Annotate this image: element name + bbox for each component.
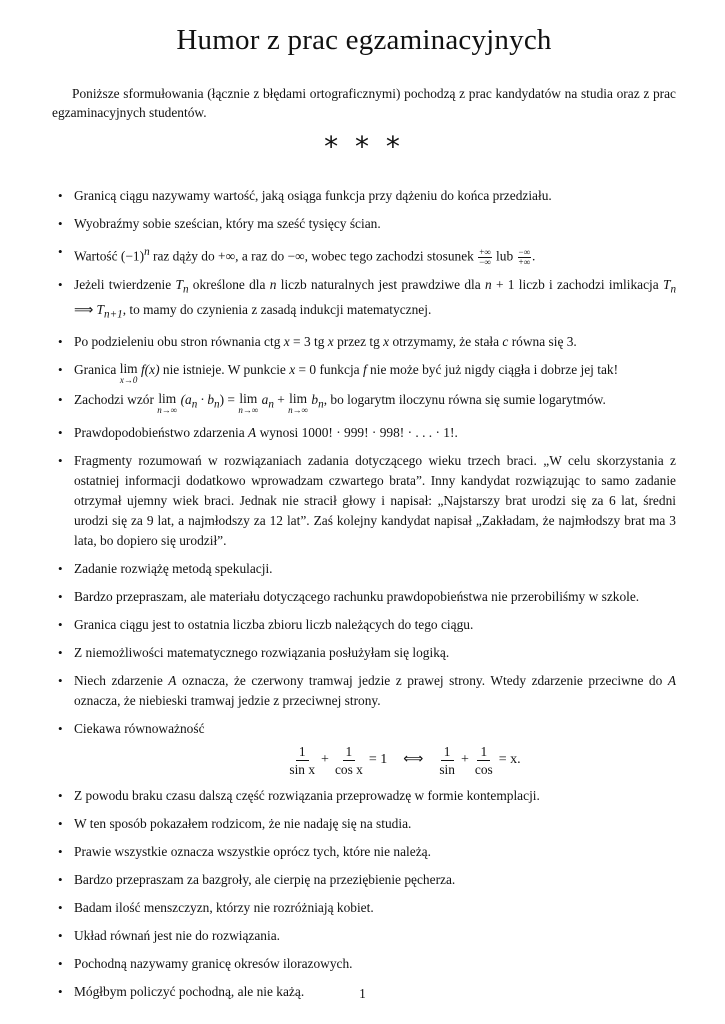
bullet-icon: •: [58, 983, 63, 999]
item-text: Zachodzi wzór: [74, 392, 158, 408]
implies-symbol: ⟹: [74, 301, 97, 317]
limit-operator: lim: [119, 361, 138, 377]
math-expression: = 1: [368, 752, 388, 768]
item-text: równa się 3.: [508, 334, 577, 350]
bullet-icon: •: [58, 787, 63, 803]
item-text: Z niemożliwości matematycznego rozwiązania posłużyłam się logiką.: [74, 644, 450, 660]
math-operator: +: [321, 752, 329, 768]
bullet-icon: •: [58, 588, 63, 604]
item-text: wynosi 1000! · 999! · 998! · . . . · 1!.: [256, 424, 458, 440]
bullet-icon: •: [58, 871, 63, 887]
item-text: Bardzo przepraszam za bazgroły, ale cierpię na przeziębienie pęcherza.: [74, 871, 456, 887]
list-item: [52, 242, 676, 267]
item-text: = 3 tg: [289, 334, 328, 350]
item-text: Granicą ciągu nazywamy wartość, jaką osiąga funkcja przy dążeniu do końca przedziału.: [74, 188, 552, 203]
item-text: Po podzieleniu obu stron równania ctg: [74, 334, 284, 350]
page-number: 1: [359, 986, 366, 1001]
fraction-numerator: 1: [441, 743, 454, 761]
math-fraction: [478, 248, 492, 267]
list-item: [52, 390, 676, 415]
limit-subscript: n→∞: [238, 405, 259, 416]
math-expression: · b: [197, 392, 215, 408]
list-item: [52, 870, 676, 890]
fraction-numerator: 1: [343, 743, 356, 761]
math-expression: a: [258, 392, 269, 408]
fraction-denominator: −∞: [479, 256, 491, 267]
bullet-icon: •: [58, 720, 63, 736]
math-fraction: [518, 248, 532, 267]
math-var: f: [362, 362, 367, 378]
list-item: [52, 719, 676, 778]
item-text: liczb naturalnych jest prawdziwe dla: [276, 276, 485, 292]
math-var: T: [662, 276, 671, 292]
bullet-icon: •: [58, 955, 63, 971]
list-item: [52, 786, 676, 806]
bullet-icon: •: [58, 927, 63, 943]
math-subscript: n: [182, 283, 189, 296]
bullet-icon: •: [58, 276, 63, 292]
list-item: [52, 214, 676, 234]
fraction-denominator: cos: [474, 761, 493, 777]
math-operator: +: [273, 392, 289, 408]
item-text: Z powodu braku czasu dalszą część rozwiązania przeprowadzę w formie kontemplacji.: [74, 787, 540, 803]
math-expression: f(x): [140, 362, 160, 378]
item-text: Bardzo przepraszam, ale materiału dotyczącego rachunku prawdopobieństwa nie przerobiliśmy w szkole.: [74, 588, 640, 604]
fraction-numerator: +∞: [479, 246, 491, 257]
limit-subscript: n→∞: [288, 405, 309, 416]
math-fraction: [335, 743, 363, 778]
item-text: określone dla: [188, 276, 270, 292]
list-item: [52, 671, 676, 711]
bullet-icon: •: [58, 334, 63, 350]
bullet-icon: •: [58, 616, 63, 632]
bullet-icon: •: [58, 815, 63, 831]
item-text: przez tg: [333, 334, 384, 350]
bullet-icon: •: [58, 424, 63, 440]
math-limit: [288, 393, 308, 415]
list-item: [52, 898, 676, 918]
item-text: Zadanie rozwiążę metodą spekulacji.: [74, 560, 273, 576]
math-var: n: [485, 276, 492, 292]
item-text: .: [532, 248, 536, 264]
document-title: Humor z prac egzaminacyjnych: [176, 24, 552, 56]
math-var: n: [269, 276, 277, 292]
item-text: raz dąży do +∞, a raz do −∞, wobec tego zachodzi stosunek: [149, 248, 478, 264]
list-item: [52, 954, 676, 974]
math-fraction: [289, 743, 315, 778]
fraction-numerator: −∞: [518, 246, 531, 257]
iff-symbol: ⟺: [403, 752, 424, 768]
fraction-denominator: sin x: [289, 761, 316, 777]
list-item: [52, 360, 676, 386]
item-text: , to mamy do czynienia z zasadą indukcji matematycznej.: [122, 301, 432, 317]
item-text: Fragmenty rozumowań w rozwiązaniach zadania dotyczącego wieku trzech braci. „W celu skorzystania z ostatniej informacji dodatkowo wprowadzam czwartego brata”. Inny kandydat rozwiązując to samo zadanie otrzymał ujemny wiek braci. Jednak nie stracił głowy i napisał: „Najstarszy brat urodzi się za 6 lat, średni urodzi się za 9 lat, a najmłodszy za 12 lat”. Zaś kolejny kandydat napisał „Zakładam, że najmłodszy brat ma 3 lata, bo dopiero się urodził”.: [74, 452, 676, 548]
bullet-icon: •: [58, 560, 63, 576]
math-expression: b: [308, 392, 319, 408]
bullet-icon: •: [58, 644, 63, 660]
math-subscript: n: [191, 398, 198, 411]
item-text: Prawie wszystkie oznacza wszystkie oprócz tych, które nie należą.: [74, 843, 431, 859]
list-item: [52, 814, 676, 834]
math-limit: [120, 363, 138, 385]
limit-operator: lim: [239, 391, 258, 407]
math-limit: [157, 393, 177, 415]
item-text: W ten sposób pokazałem rodzicom, że nie nadaję się na studia.: [74, 815, 412, 831]
fraction-numerator: 1: [296, 743, 309, 761]
math-var: A: [667, 672, 676, 688]
item-text: Układ równań jest nie do rozwiązania.: [74, 927, 280, 943]
list-item: [52, 615, 676, 635]
list-item: [52, 643, 676, 663]
math-var: T: [96, 301, 104, 317]
bullet-icon: •: [58, 392, 63, 408]
math-limit: [238, 393, 258, 415]
limit-subscript: n→∞: [157, 405, 178, 416]
math-expression: = x.: [498, 752, 521, 768]
item-text: Jeżeli twierdzenie: [74, 276, 176, 292]
item-text: Wartość (−1): [74, 248, 145, 264]
list-item: [52, 587, 676, 607]
limit-subscript: x→0: [119, 375, 138, 386]
item-text: Niech zdarzenie: [74, 672, 169, 688]
item-text: nie może być już nigdy ciągła i dobrze jej tak!: [366, 362, 619, 378]
item-text: Ciekawa równoważność: [74, 720, 205, 736]
bullet-icon: •: [58, 672, 63, 688]
item-text: Mógłbym policzyć pochodną, ale nie każą.: [74, 983, 305, 999]
bullet-icon: •: [58, 362, 63, 378]
math-expression: ) =: [219, 392, 239, 408]
item-text: Pochodną nazywamy granicę okresów ilorazowych.: [74, 955, 353, 971]
fraction-denominator: +∞: [518, 256, 531, 267]
list-item: [52, 451, 676, 551]
math-fraction: [439, 743, 455, 778]
bullet-icon: •: [58, 188, 63, 203]
list-item: [52, 842, 676, 862]
item-text: otrzymamy, że stała: [389, 334, 503, 350]
math-subscript: n: [670, 283, 677, 296]
list-item: [52, 332, 676, 352]
math-var: c: [502, 334, 509, 350]
math-subscript: n: [318, 398, 324, 411]
display-equation: [74, 743, 676, 778]
item-text: Granica ciągu jest to ostatnia liczba zbioru liczb należących do tego ciągu.: [74, 616, 474, 632]
bullet-icon: •: [58, 452, 63, 468]
item-text: lub: [492, 248, 517, 264]
list-item: [52, 186, 676, 206]
item-text: Prawdopodobieństwo zdarzenia: [74, 424, 249, 440]
item-text: nie istnieje. W punkcie: [159, 362, 290, 378]
math-var: A: [248, 424, 257, 440]
math-var: x: [383, 334, 390, 350]
item-text: Wyobraźmy sobie sześcian, który ma sześć tysięcy ścian.: [74, 216, 381, 231]
fraction-denominator: cos x: [334, 761, 363, 777]
math-var: x: [289, 362, 296, 378]
math-expression: (a: [180, 392, 192, 408]
item-text: Badam ilość menszczyzn, którzy nie rozróżniają kobiet.: [74, 899, 374, 915]
list-item: [52, 926, 676, 946]
limit-operator: lim: [158, 391, 177, 407]
bullet-icon: •: [58, 216, 63, 231]
bullet-icon: •: [58, 244, 63, 259]
list-item: [52, 559, 676, 579]
item-text: = 0 funkcja: [295, 362, 363, 378]
fraction-denominator: sin: [439, 761, 455, 777]
fraction-numerator: 1: [477, 743, 490, 761]
list-item: [52, 275, 676, 324]
math-var: T: [175, 276, 183, 292]
math-fraction: [475, 743, 493, 778]
item-text: , bo logarytm iloczynu równa się sumie logarytmów.: [323, 392, 606, 408]
item-text: + 1 liczb i zachodzi imlikacja: [491, 276, 663, 292]
math-superscript: n: [144, 246, 150, 258]
list-item: [52, 423, 676, 443]
math-var: x: [327, 334, 334, 350]
math-var: A: [168, 672, 177, 688]
math-operator: +: [460, 752, 469, 768]
limit-operator: lim: [289, 391, 308, 407]
math-subscript: n+1: [104, 308, 123, 321]
bullet-icon: •: [58, 899, 63, 915]
item-text: oznacza, że czerwony tramwaj jedzie z prawej strony. Wtedy zdarzenie przeciwne do: [176, 672, 668, 688]
intro-paragraph: Poniższe sformułowania (łącznie z błędami ortograficznymi) pochodzą z prac kandydatów na studia oraz z prac egzaminacyjnych studentów.: [52, 86, 676, 120]
section-separator: * * *: [324, 130, 404, 163]
math-var: x: [283, 334, 290, 350]
quotes-list: [52, 186, 676, 1010]
math-subscript: n: [268, 398, 274, 411]
item-text: Granica: [74, 362, 120, 378]
item-text: oznacza, że niebieski tramwaj jedzie z przeciwnej strony.: [74, 692, 381, 708]
bullet-icon: •: [58, 843, 63, 859]
math-subscript: n: [214, 398, 220, 411]
